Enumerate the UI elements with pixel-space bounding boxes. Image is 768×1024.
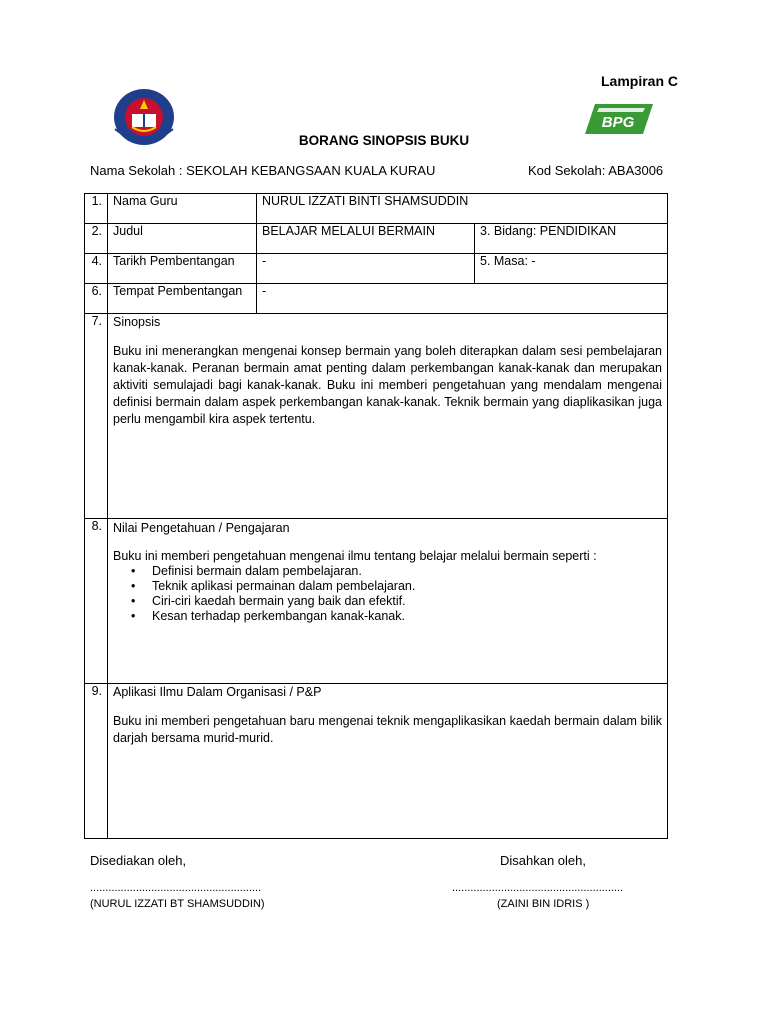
table-row	[85, 224, 668, 254]
school-name: Nama Sekolah : SEKOLAH KEBANGSAAN KUALA KURAU	[90, 163, 436, 178]
book-title-value[interactable]: BELAJAR MELALUI BERMAIN	[257, 224, 475, 254]
table-row	[85, 314, 668, 519]
section-title: Nilai Pengetahuan / Pengajaran	[113, 521, 290, 535]
table-row	[85, 194, 668, 224]
row-number: 8.	[85, 519, 108, 684]
row-number: 7.	[85, 314, 108, 519]
table-row	[85, 284, 668, 314]
lampiran-label: Lampiran C	[601, 73, 679, 89]
row-number: 1.	[85, 194, 108, 224]
list-item: • Teknik aplikasi permainan dalam pembelajaran.	[113, 579, 662, 594]
field-label: Tempat Pembentangan	[108, 284, 257, 314]
field-label: Nama Guru	[108, 194, 257, 224]
list-item: • Kesan terhadap perkembangan kanak-kanak.	[113, 609, 662, 624]
knowledge-text: Buku ini memberi pengetahuan mengenai ilmu tentang belajar melalui bermain seperti :	[113, 549, 597, 563]
page-title: BORANG SINOPSIS BUKU	[298, 133, 470, 148]
table-row	[85, 254, 668, 284]
approved-by-name: (ZAINI BIN IDRIS )	[497, 898, 590, 910]
synopsis-cell[interactable]	[108, 314, 668, 519]
knowledge-bullet-list	[113, 564, 662, 624]
school-code: Kod Sekolah: ABA3006	[528, 163, 664, 178]
field-masa[interactable]: 5. Masa: -	[475, 254, 668, 284]
synopsis-form-table	[84, 193, 668, 839]
row-number: 9.	[85, 684, 108, 839]
knowledge-value-cell[interactable]	[108, 519, 668, 684]
row-number: 2.	[85, 224, 108, 254]
table-row	[85, 519, 668, 684]
approved-by-signature-line: ........................................................	[452, 882, 624, 894]
table-row	[85, 684, 668, 839]
list-item: • Definisi bermain dalam pembelajaran.	[113, 564, 662, 579]
synopsis-text: Buku ini menerangkan mengenai konsep bermain yang boleh diterapkan dalam sesi pembelajaran kanak-kanak. Peranan bermain amat penting dalam perkembangan kanak-kanak dan merupakan aktiviti semulajadi bagi kanak-kanak. Buku ini memberi pengetahuan yang mendalam mengenai definisi bermain dalam aspek perkembangan kanak-kanak. Teknik bermain yang diaplikasikan juga perlu mengambil kira aspek tertentu.	[113, 344, 663, 426]
teacher-name-value[interactable]: NURUL IZZATI BINTI SHAMSUDDIN	[257, 194, 668, 224]
list-item: • Ciri-ciri kaedah bermain yang baik dan efektif.	[113, 594, 662, 609]
section-title: Aplikasi Ilmu Dalam Organisasi / P&P	[113, 685, 322, 699]
bpg-logo-text: BPG	[601, 114, 635, 131]
prepared-by-signature-line: ........................................................	[90, 882, 262, 894]
application-text: Buku ini memberi pengetahuan baru mengenai teknik mengaplikasikan kaedah bermain dalam bilik darjah bersama murid-murid.	[113, 714, 663, 745]
row-number: 6.	[85, 284, 108, 314]
field-label: Tarikh Pembentangan	[108, 254, 257, 284]
prepared-by-label: Disediakan oleh,	[90, 853, 187, 868]
presentation-place-value[interactable]: -	[257, 284, 668, 314]
application-cell[interactable]	[108, 684, 668, 839]
presentation-date-value[interactable]: -	[257, 254, 475, 284]
field-label: Judul	[108, 224, 257, 254]
row-number: 4.	[85, 254, 108, 284]
field-bidang[interactable]: 3. Bidang: PENDIDIKAN	[475, 224, 668, 254]
section-title: Sinopsis	[113, 315, 161, 329]
approved-by-label: Disahkan oleh,	[500, 853, 586, 868]
prepared-by-name: (NURUL IZZATI BT SHAMSUDDIN)	[90, 898, 265, 910]
